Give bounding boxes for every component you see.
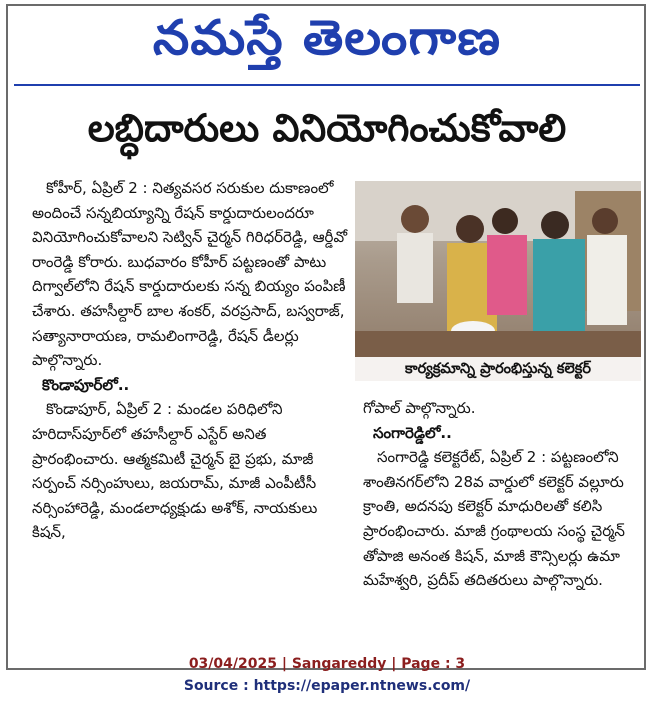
news-photo [355, 181, 641, 381]
article-headline: లబ్ధిదారులు వినియోగించుకోవాలి [87, 106, 567, 150]
footer-date-edition: 03/04/2025 | Sangareddy | Page : 3 [188, 656, 466, 672]
right-column [363, 396, 641, 593]
masthead-rule [14, 84, 640, 86]
newspaper-masthead: నమస్తే తెలంగాణ [152, 10, 502, 66]
left-column [32, 176, 349, 545]
photo-caption: కార్యక్రమాన్ని ప్రారంభిస్తున్న కలెక్టర్ [355, 357, 641, 381]
kondapur-subhead: కొండాపూర్‌లో.. [42, 375, 130, 394]
sangareddy-paragraph: సంగారెడ్డి కలెక్టరేట్, ఏప్రిల్ 2 : పట్టణంలోని శాంతినగర్‌లోని 28వ వార్డులో కలెక్టర్ వల్లూరు క్రాంతి, అదనపు కలెక్టర్ మాధురిలతో కలిసి ప్రారంభించారు. మాజీ గ్రంథాలయ సంస్థ చైర్మన్ తోపాజి అనంత కిషన్, మాజీ కౌన్సిలర్లు ఉమా మహేశ్వరి, ప్రదీప్ తదితరులు పాల్గొన్నారు. [363, 448, 625, 590]
continuation-line: గోపాల్ పాల్గొన్నారు. [363, 399, 476, 417]
footer-source: Source : https://epaper.ntnews.com/ [183, 678, 471, 694]
sangareddy-subhead: సంగారెడ్డిలో.. [373, 423, 452, 442]
kohir-paragraph: కోహీర్, ఏప్రిల్ 2 : నిత్యవసర సరుకుల దుకాణంలో అందించే సన్నబియ్యాన్ని రేషన్ కార్డుదారులందరూ వినియోగించుకోవాలని సెట్విన్ చైర్మన్ గిరిధర్‌రెడ్డి, ఆర్డీవో రాంరెడ్డి కోరారు. బుధవారం కోహీర్ పట్టణంతో పాటు దిగ్వాల్‌లోని రేషన్ కార్డుదారులకు సన్న బియ్యం పంపిణీ చేశారు. తహసీల్దార్ బాల శంకర్, వరప్రసాద్, బస్వరాజ్, సత్యానారాయణ, రామలింగారెడ్డి, రేషన్ డీలర్లు పాల్గొన్నారు. [32, 179, 348, 370]
kondapur-paragraph: కొండాపూర్, ఏప్రిల్ 2 : మండల పరిధిలోని హరిదాస్‌పూర్‌లో తహసీల్దార్ ఎస్టేర్ అనిత ప్రారంభించారు. ఆత్మకమిటీ చైర్మన్ బై ప్రభు, మాజీ సర్పంచ్ నర్సింహులు, జయరామ్, మాజీ ఎంపీటీసీ నర్సింహారెడ్డి, మండలాధ్యక్షుడు అశోక్, నాయకులు కిషన్, [32, 400, 318, 542]
people-photo-illustration [355, 181, 641, 381]
